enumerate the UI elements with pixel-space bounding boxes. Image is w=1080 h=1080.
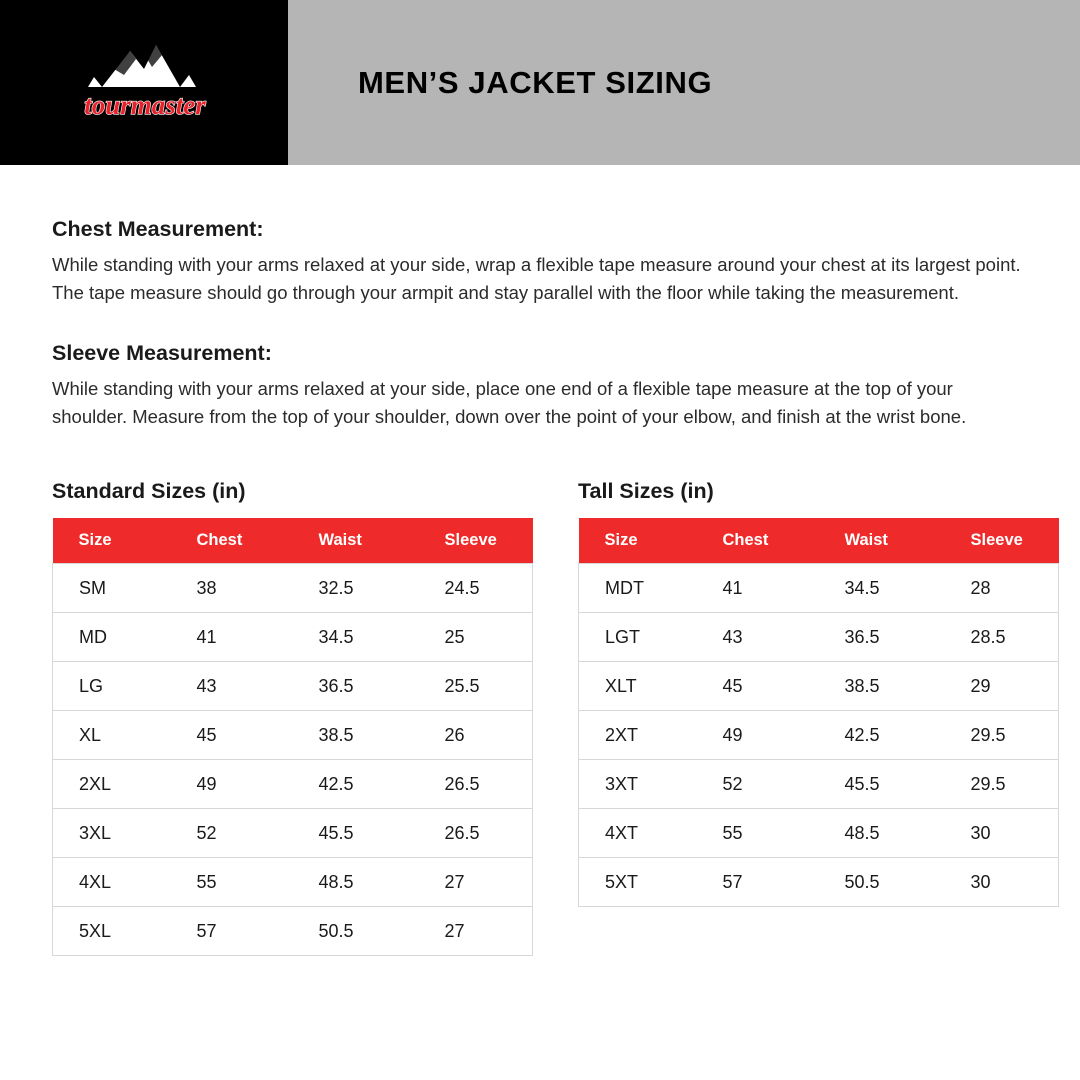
cell-sleeve: 28.5 <box>945 613 1059 662</box>
cell-waist: 48.5 <box>293 858 419 907</box>
table-row <box>579 858 1059 907</box>
column-header-chest: Chest <box>171 518 293 564</box>
cell-waist: 32.5 <box>293 564 419 613</box>
cell-waist: 42.5 <box>293 760 419 809</box>
sleeve-measurement-text: While standing with your arms relaxed at your side, place one end of a flexible tape measure at the top of your shoulder. Measure from the top of your shoulder, down over the point of your elbow, and finish at the wrist bone. <box>52 378 967 428</box>
cell-waist: 34.5 <box>819 564 945 613</box>
page-header <box>0 0 1080 165</box>
cell-chest: 43 <box>697 613 819 662</box>
table-row <box>579 564 1059 613</box>
cell-waist: 45.5 <box>819 760 945 809</box>
table-row <box>579 662 1059 711</box>
standard-sizes-table <box>52 518 533 956</box>
cell-sleeve: 27 <box>419 907 533 956</box>
cell-chest: 49 <box>171 760 293 809</box>
cell-chest: 49 <box>697 711 819 760</box>
column-header-size: Size <box>579 518 697 564</box>
cell-sleeve: 28 <box>945 564 1059 613</box>
cell-chest: 55 <box>697 809 819 858</box>
table-row <box>53 907 533 956</box>
cell-size: SM <box>53 564 171 613</box>
table-row <box>53 760 533 809</box>
cell-waist: 45.5 <box>293 809 419 858</box>
cell-size: 3XL <box>53 809 171 858</box>
table-row <box>53 564 533 613</box>
tall-sizes-block <box>578 479 1058 956</box>
cell-size: LG <box>53 662 171 711</box>
cell-sleeve: 30 <box>945 858 1059 907</box>
cell-size: XL <box>53 711 171 760</box>
standard-sizes-block <box>52 479 532 956</box>
cell-size: 5XT <box>579 858 697 907</box>
table-row <box>53 711 533 760</box>
table-row <box>579 809 1059 858</box>
chest-measurement-section <box>52 217 1028 307</box>
page-title: MEN’S JACKET SIZING <box>358 64 713 100</box>
cell-sleeve: 26.5 <box>419 760 533 809</box>
cell-sleeve: 25.5 <box>419 662 533 711</box>
cell-waist: 38.5 <box>293 711 419 760</box>
svg-text:tourmaster: tourmaster <box>84 89 206 120</box>
cell-waist: 42.5 <box>819 711 945 760</box>
cell-chest: 52 <box>697 760 819 809</box>
table-row <box>53 613 533 662</box>
page-content <box>0 217 1080 956</box>
cell-chest: 41 <box>171 613 293 662</box>
cell-waist: 34.5 <box>293 613 419 662</box>
cell-sleeve: 24.5 <box>419 564 533 613</box>
cell-size: XLT <box>579 662 697 711</box>
cell-size: 3XT <box>579 760 697 809</box>
cell-waist: 36.5 <box>819 613 945 662</box>
mountain-logo-icon <box>44 35 244 131</box>
cell-sleeve: 30 <box>945 809 1059 858</box>
cell-sleeve: 29.5 <box>945 711 1059 760</box>
column-header-size: Size <box>53 518 171 564</box>
cell-sleeve: 25 <box>419 613 533 662</box>
cell-size: MDT <box>579 564 697 613</box>
brand-logo-container <box>0 0 288 165</box>
tall-sizes-title: Tall Sizes (in) <box>578 479 714 504</box>
table-row <box>53 662 533 711</box>
cell-sleeve: 26.5 <box>419 809 533 858</box>
cell-waist: 48.5 <box>819 809 945 858</box>
table-row <box>579 711 1059 760</box>
table-header-row <box>53 518 533 564</box>
cell-chest: 45 <box>171 711 293 760</box>
cell-size: MD <box>53 613 171 662</box>
column-header-sleeve: Sleeve <box>945 518 1059 564</box>
column-header-waist: Waist <box>293 518 419 564</box>
cell-size: LGT <box>579 613 697 662</box>
table-row <box>53 809 533 858</box>
cell-waist: 38.5 <box>819 662 945 711</box>
standard-sizes-title: Standard Sizes (in) <box>52 479 246 504</box>
table-row <box>53 858 533 907</box>
sleeve-measurement-heading: Sleeve Measurement: <box>52 341 272 366</box>
cell-waist: 50.5 <box>293 907 419 956</box>
cell-size: 4XT <box>579 809 697 858</box>
column-header-sleeve: Sleeve <box>419 518 533 564</box>
size-tables-row <box>52 479 1028 956</box>
cell-size: 5XL <box>53 907 171 956</box>
chest-measurement-heading: Chest Measurement: <box>52 217 264 241</box>
cell-chest: 43 <box>171 662 293 711</box>
cell-waist: 50.5 <box>819 858 945 907</box>
cell-chest: 45 <box>697 662 819 711</box>
cell-chest: 57 <box>697 858 819 907</box>
cell-size: 2XT <box>579 711 697 760</box>
column-header-chest: Chest <box>697 518 819 564</box>
column-header-waist: Waist <box>819 518 945 564</box>
sleeve-measurement-section <box>52 341 1028 431</box>
cell-sleeve: 26 <box>419 711 533 760</box>
cell-chest: 38 <box>171 564 293 613</box>
cell-waist: 36.5 <box>293 662 419 711</box>
table-row <box>579 760 1059 809</box>
cell-chest: 55 <box>171 858 293 907</box>
cell-chest: 57 <box>171 907 293 956</box>
cell-sleeve: 29.5 <box>945 760 1059 809</box>
cell-sleeve: 27 <box>419 858 533 907</box>
cell-sleeve: 29 <box>945 662 1059 711</box>
cell-chest: 52 <box>171 809 293 858</box>
cell-chest: 41 <box>697 564 819 613</box>
cell-size: 4XL <box>53 858 171 907</box>
cell-size: 2XL <box>53 760 171 809</box>
chest-measurement-text: While standing with your arms relaxed at your side, wrap a flexible tape measure around your chest at its largest point. The tape measure should go through your armpit and stay parallel with the floor while taking the measurement. <box>52 254 1021 304</box>
tall-sizes-table <box>578 518 1059 907</box>
table-row <box>579 613 1059 662</box>
table-header-row <box>579 518 1059 564</box>
header-title-band <box>288 0 1080 165</box>
